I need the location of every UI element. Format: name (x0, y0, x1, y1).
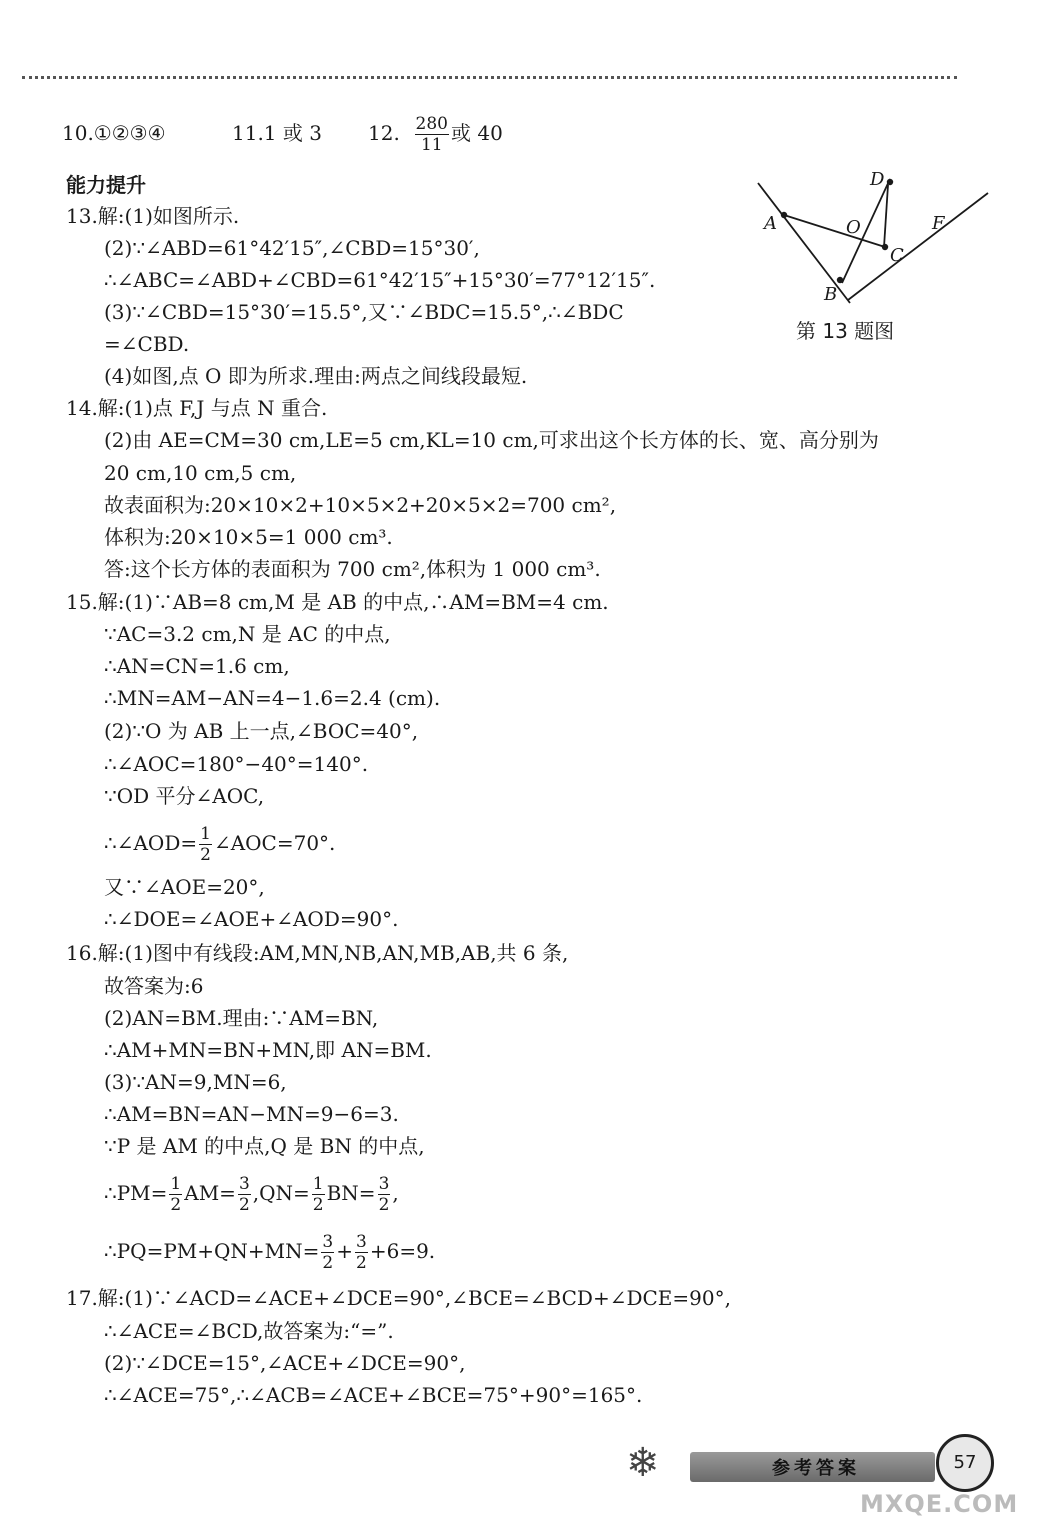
frac-den: 2 (356, 1252, 367, 1273)
segment-a-c (784, 215, 885, 247)
q15-line-10: ∴∠DOE=∠AOE+∠AOD=90°. (104, 907, 399, 931)
q17-line-1: 17.解:(1)∵∠ACD=∠ACE+∠DCE=90°,∠BCE=∠BCD+∠DCE=90°, (66, 1286, 731, 1310)
frac-num: 3 (322, 1231, 334, 1252)
snowflake-icon: ❄ (626, 1440, 660, 1486)
section-heading: 能力提升 (66, 173, 146, 197)
watermark: MXQE.COM (860, 1490, 1019, 1518)
q16-line-1: 16.解:(1)图中有线段:AM,MN,NB,AN,MB,AB,共 6 条, (66, 941, 569, 965)
q12-suffix: 或 40 (450, 121, 503, 145)
q15-line-8 (104, 818, 335, 868)
three-halves-fraction (321, 1231, 334, 1273)
frac-den: 2 (312, 1194, 324, 1215)
q14-line-5: 体积为:20×10×5=1 000 cm³. (104, 525, 393, 549)
footer-label: 参考答案 (772, 1458, 860, 1479)
three-halves-fraction (355, 1231, 368, 1273)
q12-prefix: 12. (368, 121, 400, 145)
q16-l8-part-e: , (392, 1181, 399, 1205)
q15-line-5: (2)∵O 为 AB 上一点,∠BOC=40°, (104, 719, 419, 743)
q15-line-6: ∴∠AOC=180°−40°=140°. (104, 752, 369, 776)
q14-line-2: (2)由 AE=CM=30 cm,LE=5 cm,KL=10 cm,可求出这个长方体的长、宽、高分别为 (104, 428, 879, 452)
q16-line-6: ∴AM=BN=AN−MN=9−6=3. (104, 1102, 399, 1126)
q15-line-8-pre: ∴∠AOD= (104, 831, 198, 855)
q16-l8-part-b: AM= (184, 1181, 236, 1205)
q13-line-1: 13.解:(1)如图所示. (66, 204, 240, 228)
label-a: A (764, 213, 777, 234)
label-d: D (870, 169, 885, 190)
point-b (837, 277, 843, 283)
point-d (887, 179, 893, 185)
q15-line-3: ∴AN=CN=1.6 cm, (104, 654, 290, 678)
three-halves-fraction (238, 1173, 251, 1215)
q16-l9-part-a: ∴PQ=PM+QN+MN= (104, 1239, 320, 1263)
q15-line-4: ∴MN=AM−AN=4−1.6=2.4 (cm). (104, 686, 441, 710)
label-f: F (932, 213, 945, 234)
q16-line-5: (3)∵AN=9,MN=6, (104, 1070, 287, 1094)
page-number: 57 (936, 1434, 994, 1492)
q16-l8-part-d: BN= (326, 1181, 376, 1205)
frac-den: 2 (200, 844, 211, 865)
answer-q11: 11.1 或 3 (232, 121, 322, 145)
q16-line-3: (2)AN=BM.理由:∵AM=BN, (104, 1006, 379, 1030)
frac-num: 1 (200, 823, 211, 844)
label-b: B (824, 284, 838, 305)
line-through-b-f (848, 193, 988, 300)
q14-line-1: 14.解:(1)点 F,J 与点 N 重合. (66, 396, 328, 420)
q15-line-7: ∵OD 平分∠AOC, (104, 784, 265, 808)
q15-line-8-post: ∠AOC=70°. (213, 831, 336, 855)
q16-l9-part-b: + (336, 1239, 354, 1263)
q13-line-5: =∠CBD. (104, 332, 190, 356)
point-a (781, 212, 787, 218)
q14-line-4: 故表面积为:20×10×2+10×5×2+20×5×2=700 cm², (104, 493, 617, 517)
q16-l9-part-c: +6=9. (369, 1239, 436, 1263)
q17-line-3: (2)∵∠DCE=15°,∠ACE+∠DCE=90°, (104, 1351, 466, 1375)
frac-den: 2 (378, 1194, 390, 1215)
q17-line-2: ∴∠ACE=∠BCD,故答案为:“=”. (104, 1319, 394, 1343)
frac-den: 2 (238, 1194, 250, 1215)
point-c (882, 244, 888, 250)
half-fraction (312, 1173, 325, 1215)
frac-num: 1 (312, 1173, 324, 1194)
answer-q10: 10.①②③④ (62, 121, 166, 145)
q14-line-3: 20 cm,10 cm,5 cm, (104, 461, 297, 485)
q12-fraction (415, 113, 449, 155)
q16-line-8 (104, 1168, 399, 1218)
frac-den: 2 (322, 1252, 334, 1273)
q16-l8-part-a: ∴PM= (104, 1181, 168, 1205)
q14-line-6: 答:这个长方体的表面积为 700 cm²,体积为 1 000 cm³. (104, 557, 601, 581)
half-fraction (199, 823, 212, 865)
frac-num: 3 (356, 1231, 367, 1252)
q13-line-2: (2)∵∠ABD=61°42′15″,∠CBD=15°30′, (104, 236, 480, 260)
top-dotted-rule (22, 76, 957, 79)
q16-line-4: ∴AM+MN=BN+MN,即 AN=BM. (104, 1038, 432, 1062)
q15-line-1: 15.解:(1)∵AB=8 cm,M 是 AB 的中点,∴AM=BM=4 cm. (66, 590, 609, 614)
frac-num: 1 (170, 1173, 182, 1194)
q13-line-4: (3)∵∠CBD=15°30′=15.5°,又∵∠BDC=15.5°,∴∠BDC (104, 300, 624, 324)
q13-line-6: (4)如图,点 O 即为所求.理由:两点之间线段最短. (104, 364, 528, 388)
q16-line-9 (104, 1226, 435, 1276)
q16-line-7: ∵P 是 AM 的中点,Q 是 BN 的中点, (104, 1134, 425, 1158)
q12-numerator: 280 (415, 113, 448, 134)
q15-line-9: 又∵∠AOE=20°, (104, 875, 265, 899)
frac-den: 2 (170, 1194, 182, 1215)
three-halves-fraction (378, 1173, 391, 1215)
answer-q12 (368, 108, 503, 158)
segment-d-c (884, 185, 888, 247)
q17-line-4: ∴∠ACE=75°,∴∠ACB=∠ACE+∠BCE=75°+90°=165°. (104, 1383, 643, 1407)
label-c: C (890, 245, 904, 266)
frac-num: 3 (238, 1173, 250, 1194)
q16-l8-part-c: ,QN= (252, 1181, 310, 1205)
q16-line-2: 故答案为:6 (104, 974, 204, 998)
q13-line-3: ∴∠ABC=∠ABD+∠CBD=61°42′15″+15°30′=77°12′15″. (104, 268, 656, 292)
q15-line-2: ∵AC=3.2 cm,N 是 AC 的中点, (104, 622, 391, 646)
half-fraction (169, 1173, 182, 1215)
q12-denominator: 11 (420, 134, 443, 155)
figure-caption: 第 13 题图 (796, 319, 895, 343)
label-o: O (846, 217, 861, 238)
frac-num: 3 (378, 1173, 390, 1194)
